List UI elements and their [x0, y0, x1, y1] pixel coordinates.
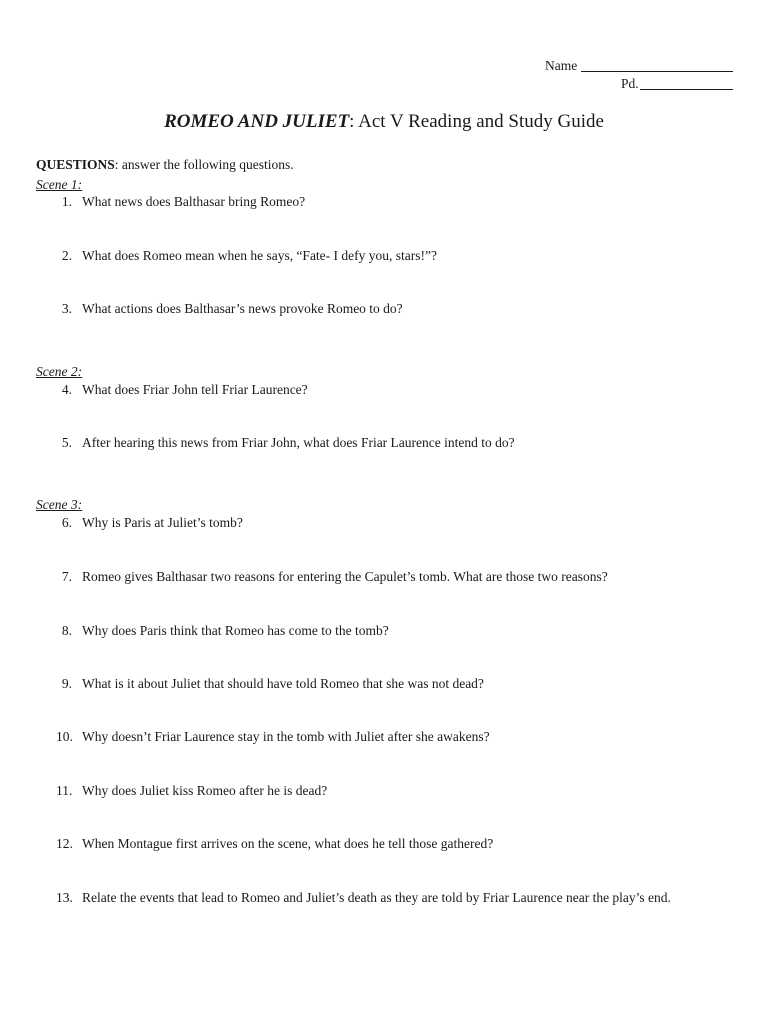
question-9: [56, 670, 736, 697]
question-7: [56, 563, 736, 590]
question-6: [56, 509, 736, 536]
question-text: What news does Balthasar bring Romeo?: [82, 194, 306, 209]
question-number: 12.: [56, 836, 73, 851]
scene-heading-2: Scene 2:: [36, 364, 83, 379]
question-1: [56, 188, 736, 215]
scene-heading-1: Scene 1:: [36, 177, 83, 192]
period-blank-line[interactable]: [640, 89, 733, 90]
question-text: Relate the events that lead to Romeo and Juliet’s death as they are told by Friar Laurence near the play’s end.: [82, 890, 671, 905]
name-field[interactable]: [545, 57, 735, 75]
question-12: [56, 830, 736, 857]
question-number: 6.: [61, 515, 72, 530]
question-text: What is it about Juliet that should have told Romeo that she was not dead?: [82, 676, 484, 691]
period-field[interactable]: [621, 75, 735, 93]
question-11: [56, 777, 736, 804]
scene-heading-3: Scene 3:: [36, 497, 83, 512]
title-rest: : Act V Reading and Study Guide: [349, 111, 604, 132]
page-title: [0, 110, 768, 134]
name-blank-line[interactable]: [581, 71, 733, 72]
question-3: [56, 295, 736, 322]
instructions-lead: QUESTIONS: [36, 157, 115, 172]
question-number: 7.: [61, 569, 72, 584]
period-label: Pd.: [621, 76, 639, 91]
name-label: Name: [545, 58, 578, 73]
question-text: What actions does Balthasar’s news provoke Romeo to do?: [82, 301, 403, 316]
question-text: When Montague first arrives on the scene, what does he tell those gathered?: [82, 836, 494, 851]
question-text: Why does Paris think that Romeo has come to the tomb?: [82, 623, 389, 638]
question-text: Why doesn’t Friar Laurence stay in the tomb with Juliet after she awakens?: [82, 729, 490, 744]
question-2: [56, 242, 736, 269]
question-number: 2.: [61, 248, 72, 263]
question-13: [56, 884, 736, 911]
play-title: ROMEO AND JULIET: [164, 111, 350, 132]
question-number: 1.: [61, 194, 72, 209]
question-number: 4.: [61, 382, 72, 397]
question-number: 9.: [61, 676, 72, 691]
question-number: 5.: [61, 435, 72, 450]
question-text: What does Romeo mean when he says, “Fate- I defy you, stars!”?: [82, 248, 438, 263]
question-number: 3.: [61, 301, 72, 316]
question-4: [56, 376, 736, 403]
question-5: [56, 429, 736, 456]
question-text: What does Friar John tell Friar Laurence?: [82, 382, 308, 397]
question-number: 11.: [56, 783, 73, 798]
question-8: [56, 617, 736, 644]
question-text: After hearing this news from Friar John, what does Friar Laurence intend to do?: [82, 435, 515, 450]
question-text: Romeo gives Balthasar two reasons for entering the Capulet’s tomb. What are those two reasons?: [82, 569, 608, 584]
question-text: Why does Juliet kiss Romeo after he is dead?: [82, 783, 328, 798]
instructions-text: : answer the following questions.: [114, 157, 294, 172]
instructions: [36, 156, 294, 174]
question-number: 10.: [56, 729, 73, 744]
question-10: [56, 723, 736, 750]
question-text: Why is Paris at Juliet’s tomb?: [82, 515, 243, 530]
question-number: 13.: [56, 890, 73, 905]
question-number: 8.: [61, 623, 72, 638]
